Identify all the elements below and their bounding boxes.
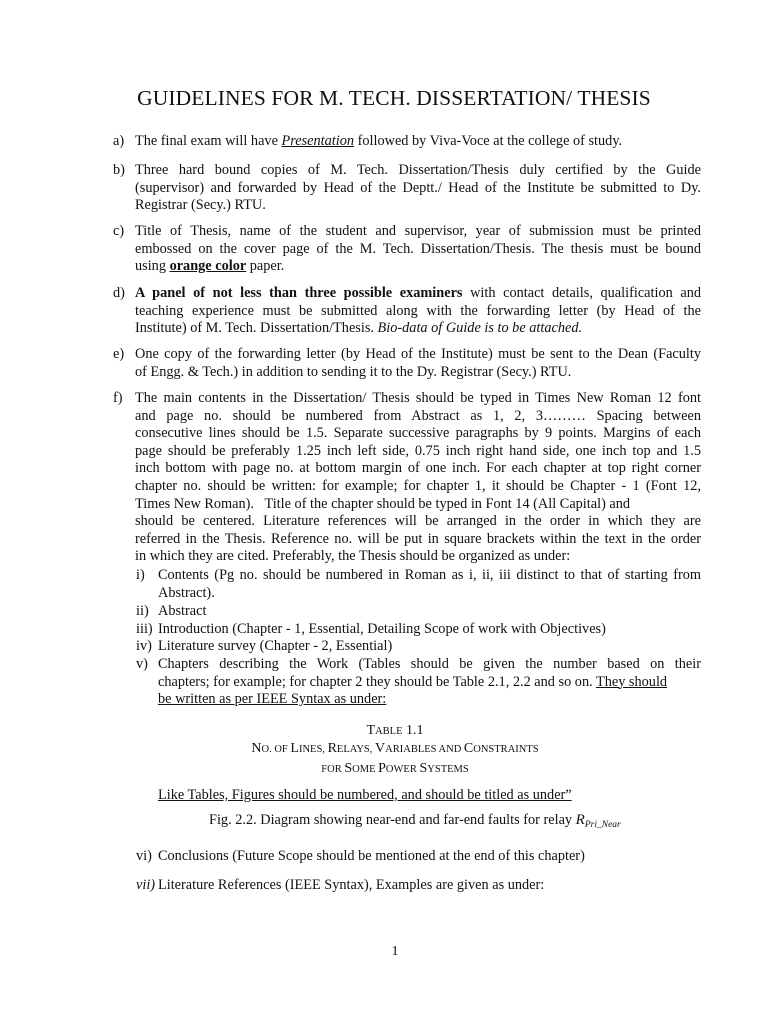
item-label: d) — [113, 285, 125, 301]
figure-caption: Fig. 2.2. Diagram showing near-end and far-end faults for relay $R_{Pri\_Near}$ — [209, 812, 621, 830]
item-label: e) — [113, 346, 125, 362]
table-caption-title: NO. OF LINES, RELAYS, VARIABLES AND CONSTRAINTS — [251, 741, 539, 756]
document-page: GUIDELINES FOR M. TECH. DISSERTATION/ THESIS a) The final exam will have Presentation followed by Viva-Voce at the college of study. b) Three hard bound copies of M. Tech. Dissertation/Thesis duly certified by the Guide (supervisor) and forwarded by Head of the Deptt./ Head of the Institute be submitted to Dy. Registrar (Secy.) RTU. c) Title of Thesis, name of the student and supervisor, year of submission must be printed embossed on the cover page of the M. Tech. Dissertation/Thesis. The thesis must be bound using orange color paper. d) A panel of not less than three possible examiners with contact details, qualification and teaching experience must be submitted along with the forwarding letter (by Head of the Institute) of M. Tech. Dissertation/Thesis. Bio-data of Guide is to be attached. e) One copy of the forwarding letter (by Head of the Institute) must be sent to the Dean (Faculty of Engg. & Tech.) in addition to sending it to the Dy. Registrar (Secy.) RTU. f) The main contents in the Dissertation/ Thesis should be typed in Times New Roman 12 font and page no. should be numbered from Abstract as 1, 2, 3……… Spacing between consecutive lines should be 1.5. Separate successive paragraphs by 9 points. Margins of each page should be preferably 1.25 inch left side, 0.75 inch right hand side, one inch top and 1.5 inch bottom with page no. at bottom margin of one inch. For each chapter at top right corner chapter no. should be written: for example; for chapter 1, it should be Chapter - 1 (Font 12, Times New Roman). Title of the chapter should be typed in Font 14 (All Capital) and should be centered. Literature references will be arranged in the order in which they are referred in the Thesis. Reference no. will be put in square brackets within the text in the order in which they are cited. Preferably, the Thesis should be organized as under: i) Contents (Pg no. should be numbered in Roman as i, ii, iii distinct to that of starting from Abstract). ii) Abstract iii) Introduction (Chapter - 1, Essential, Detailing Scope of work with Objectives) iv) Literature survey (Chapter - 2, Essential) v) Chapters describing the Work (Tables should be given the number based on their chapters; for example; for chapter 2 they should be Table 2.1, 2.2 and so on. They should be written as per IEEE Syntax as under: TABLE 1.1 NO. OF LINES, RELAYS, VARIABLES AND CONSTRAINTS FOR SOME POWER SYSTEMS Like Tables, Figures should be numbered, and should be titled as under” Fig. 2.2. Diagram showing near-end and far-end faults for relay $R_{Pri\_Near}$ vi) Conclusions (Future Scope should be mentioned at the end of this chapter) vii) Literature References (IEEE Syntax), Examples are given as under: 1 — [0, 0, 768, 1024]
table-caption-number: TABLE 1.1 — [366, 723, 424, 738]
emphasis-presentation: Presentation — [281, 133, 355, 149]
emphasis-biodata: Bio-data of Guide is to be attached. — [377, 320, 583, 337]
emphasis-orange-color: orange color — [169, 258, 247, 275]
item-label: b) — [113, 162, 125, 178]
item-label: a) — [113, 133, 125, 149]
table-caption-subtitle: FOR SOME POWER SYSTEMS — [321, 761, 469, 776]
figure-note: Like Tables, Figures should be numbered, and should be titled as under” — [158, 787, 572, 803]
page-number: 1 — [391, 944, 399, 959]
item-label: c) — [113, 223, 125, 239]
emphasis-panel: A panel of not less than three possible examiners — [135, 285, 463, 301]
page-title: GUIDELINES FOR M. TECH. DISSERTATION/ THESIS — [137, 86, 651, 110]
item-label: f) — [113, 390, 123, 406]
